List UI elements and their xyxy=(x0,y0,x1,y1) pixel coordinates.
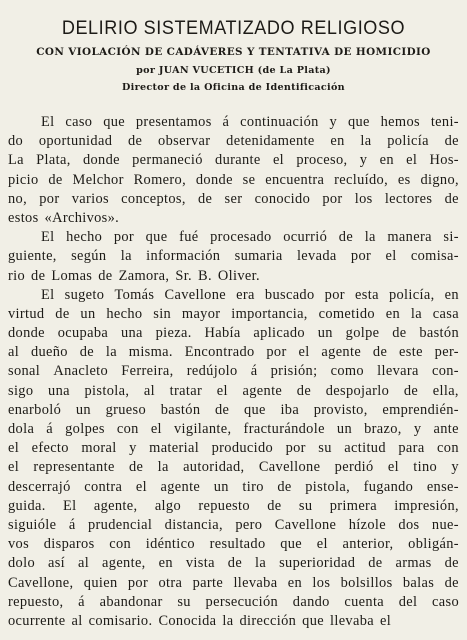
body-line: descerrajó contra el agente un tiro de pistola, fugando ense- xyxy=(8,478,459,495)
author-byline: por JUAN VUCETICH (de La Plata) xyxy=(136,65,331,76)
article-title: DELIRIO SISTEMATIZADO RELIGIOSO xyxy=(61,18,406,39)
body-line: dola á golpes con el vigilante, fracturándole un brazo, y ante xyxy=(8,421,459,437)
body-line: repuesto, á abandonar su persecución dando cuenta del caso xyxy=(8,593,459,610)
body-line: ocurrente al comisario. Conocida la dirección que llevaba el xyxy=(8,612,392,629)
author-role: Director de la Oficina de Identificación xyxy=(122,82,345,93)
body-line: El sugeto Tomás Cavellone era buscado por esta policía, en xyxy=(41,286,459,303)
body-line: El hecho por que fué procesado ocurrió de la manera si- xyxy=(41,229,459,246)
body-line: vos disparos con idéntico resultado que el anterior, obligán- xyxy=(8,536,459,553)
body-line: sonal Anacleto Ferreira, redújolo á prisión; como llevara con- xyxy=(8,363,459,380)
body-paragraph xyxy=(8,286,459,631)
body-line: rio de Lomas de Zamora, Sr. B. Oliver. xyxy=(8,267,260,284)
body-line: guiente, según la información sumaria levada por el comisa- xyxy=(8,248,459,265)
body-line: el efecto moral y material producido por su actitud para con xyxy=(8,440,459,457)
body-line: dolo así al agente, en vista de la superioridad de armas de xyxy=(8,555,459,572)
body-line: estos «Archivos». xyxy=(8,209,120,226)
body-line: guida. El agente, algo repuesto de su primera impresión, xyxy=(8,497,459,514)
body-paragraph xyxy=(8,228,459,286)
article-body xyxy=(8,113,459,631)
body-line: enarboló un grueso bastón de que iba provisto, emprendién- xyxy=(8,401,459,418)
article-subtitle: CON VIOLACIÓN DE CADÁVERES Y TENTATIVA DE HOMICIDIO xyxy=(36,46,431,58)
body-line: do oportunidad de observar detenidamente en la policía de xyxy=(8,133,459,150)
body-line: el representante de la autoridad, Cavellone perdió el tino y xyxy=(8,459,459,476)
body-line: donde ocupaba una pieza. Había aplicado un golpe de bastón xyxy=(8,325,459,342)
body-line: Cavellone, quien por otra parte llevaba en los bolsillos balas de xyxy=(8,574,459,591)
body-line: siguióle á prudencial distancia, pero Cavellone hízole dos nue- xyxy=(8,516,459,533)
body-line: La Plata, donde permaneció durante el proceso, y en el Hos- xyxy=(8,152,459,169)
body-paragraph xyxy=(8,113,459,228)
body-line: El caso que presentamos á continuación y que hemos teni- xyxy=(41,114,459,130)
body-line: no, por varios conceptos, de ser conocido por los lectores de xyxy=(8,190,459,207)
body-line: picio de Melchor Romero, donde se encuentra recluído, es digno, xyxy=(8,171,459,188)
body-line: sigo una pistola, al tratar el agente de despojarlo de ella, xyxy=(8,382,459,399)
body-line: virtud de un hecho sin mayor importancia, cometido en la casa xyxy=(8,305,459,322)
body-line: al dueño de la misma. Encontrado por el agente de este per- xyxy=(8,344,459,361)
